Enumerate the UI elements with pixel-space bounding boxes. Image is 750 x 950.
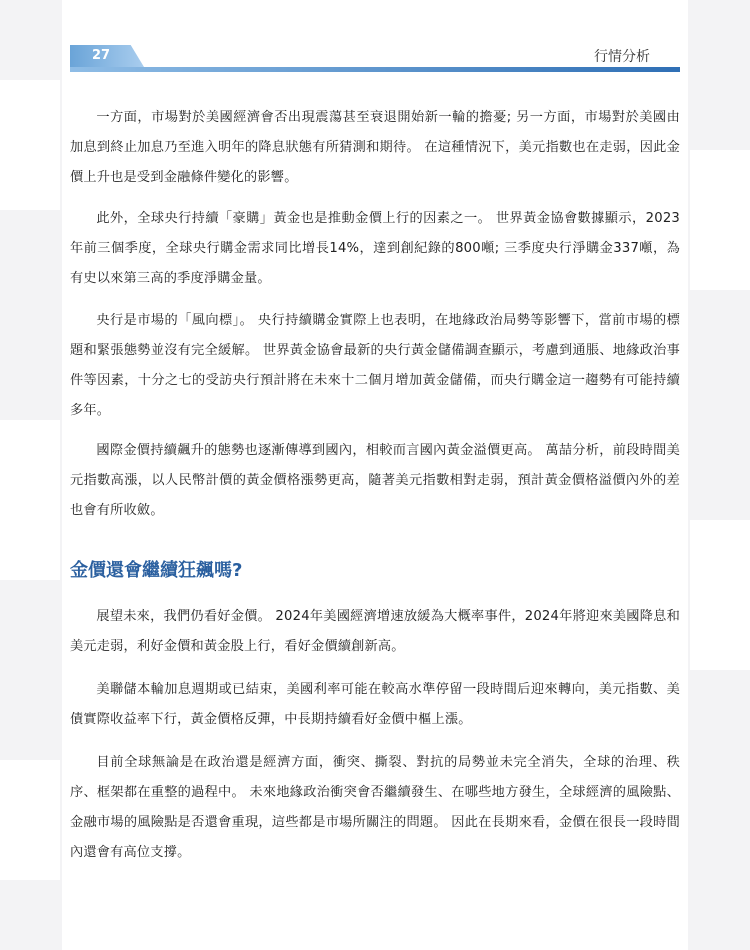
section-heading: 金價還會繼續狂飆嗎? [70, 560, 243, 581]
body-paragraph: 美聯儲本輪加息週期或已結束，美國利率可能在較高水準停留一段時間后迎來轉向，美元指數、美債實際收益率下行，黃金價格反彈，中長期持續看好金價中樞上漲。 [70, 682, 680, 727]
header-divider [70, 67, 680, 72]
background-tile [0, 80, 60, 210]
background-tile [690, 520, 750, 670]
body-paragraph: 目前全球無論是在政治還是經濟方面，衝突、撕裂、對抗的局勢並未完全消失，全球的治理、秩序、框架都在重整的過程中。 未來地緣政治衝突會否繼續發生、在哪些地方發生，全球經濟的風險點、金融市場的風險點是否還會重現，這些都是市場所關注的問題。 因此在長期來看，金價在很長一段時間內還會有高位支撐。 [70, 755, 680, 860]
background-tile [0, 760, 60, 880]
background-tile [0, 420, 60, 580]
background-tile [690, 150, 750, 290]
body-paragraph: 一方面，市場對於美國經濟會否出現震蕩甚至衰退開始新一輪的擔憂; 另一方面，市場對於美國由加息到終止加息乃至進入明年的降息狀態有所猜測和期待。 在這種情況下，美元指數也在走弱，因此金價上升也是受到金融條件變化的影響。 [70, 110, 680, 185]
page-number: 27 [91, 48, 111, 63]
body-paragraph: 展望未來，我們仍看好金價。 2024年美國經濟增速放緩為大概率事件，2024年將迎來美國降息和美元走弱，利好金價和黃金股上行，看好金價續創新高。 [70, 609, 680, 654]
body-paragraph: 央行是市場的「風向標」。 央行持續購金實際上也表明，在地緣政治局勢等影響下，當前市場的標題和緊張態勢並沒有完全緩解。 世界黃金協會最新的央行黃金儲備調查顯示，考慮到通脹、地緣政治事件等因素，十分之七的受訪央行預計將在未來十二個月增加黃金儲備，而央行購金這一趨勢有可能持續多年。 [70, 313, 680, 418]
body-paragraph: 國際金價持續飆升的態勢也逐漸傳導到國內，相較而言國內黃金溢價更高。 萬喆分析，前段時間美元指數高漲，以人民幣計價的黃金價格漲勢更高，隨著美元指數相對走弱，預計黃金價格溢價內外的差也會有所收斂。 [70, 443, 680, 518]
section-label: 行情分析 [594, 49, 650, 65]
body-paragraph: 此外，全球央行持續「豪購」黃金也是推動金價上行的因素之一。 世界黃金協會數據顯示，2023年前三個季度，全球央行購金需求同比增長14%，達到創紀錄的800噸; 三季度央行淨購金337噸，為有史以來第三高的季度淨購金量。 [70, 211, 680, 286]
